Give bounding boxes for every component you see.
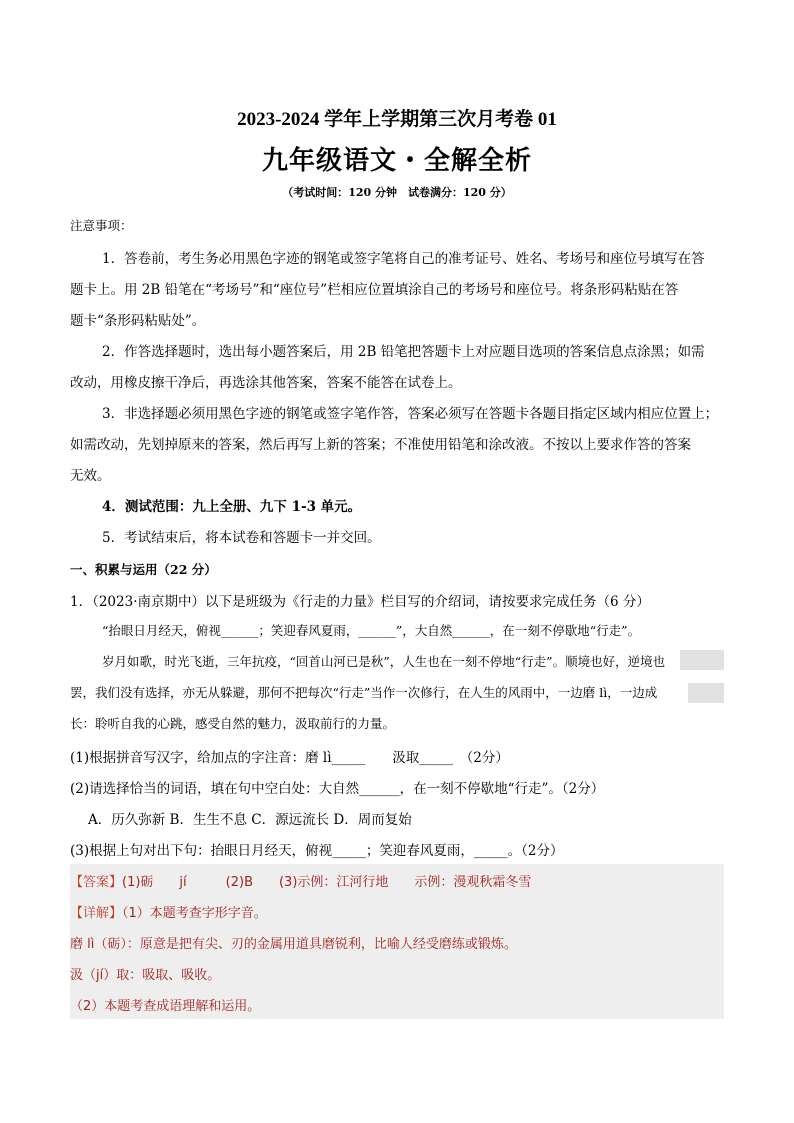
explanation-p2: 磨 lì（砺）：原意是把有尖、刃的金属用道具磨锐利，比喻人经受磨练或锻炼。 [70, 937, 517, 952]
passage-line-1: “抬眼日月经天，俯视______；笑迎春风夏雨，______”，大自然______，在一刻不停歇地“行走”。 [102, 623, 641, 638]
explanation-p1: （1）本题考查字形字音。 [122, 906, 267, 921]
exam-info: （考试时间：120 分钟 试卷满分：120 分） [282, 186, 512, 199]
passage-line-4: 长：聆听自我的心跳，感受自然的魅力，汲取前行的力量。 [70, 716, 396, 731]
section-1-heading: 一、积累与运用（22 分） [70, 562, 217, 577]
answer-text: (1)砺 jí (2)B (3)示例：江河行地 示例：漫观秋霜冬雪 [122, 875, 532, 890]
note-3-line-1: 3．非选择题必须用黑色字迹的钢笔或签字笔作答，答案必须写在答题卡各题目指定区域内相应位置上； [102, 406, 719, 422]
passage-line-2: 岁月如歌，时光飞逝，三年抗疫，“回首山河已是秋”，人生也在一刻不停地“行走”。顺境也好，逆境也 [102, 654, 666, 669]
note-4: 4．测试范围：九上全册、九下 1-3 单元。 [102, 499, 362, 515]
explanation-row [70, 895, 724, 926]
note-2-line-1: 2．作答选择题时，选出每小题答案后，用 2B 铅笔把答题卡上对应题目选项的答案信息点涂黑；如需 [102, 344, 705, 360]
note-5: 5．考试结束后，将本试卷和答题卡一并交回。 [102, 530, 381, 546]
explanation-row [70, 988, 724, 1019]
subquestion-2-options: A．历久弥新 B．生生不息 C．源远流长 D．周而复始 [88, 812, 412, 828]
notes-heading: 注意事项： [70, 218, 133, 233]
explanation-p4: （2）本题考查成语理解和运用。 [70, 999, 261, 1014]
explanation-label: 【详解】 [70, 906, 123, 921]
exam-title: 2023-2024 学年上学期第三次月考卷 01 [237, 109, 557, 130]
answer-row [70, 864, 724, 895]
explanation-row [70, 926, 724, 957]
subquestion-2: (2)请选择恰当的词语，填在句中空白处：大自然______，在一刻不停歇地“行走”。（2分） [70, 781, 605, 797]
question-1-stem: 1．（2023·南京期中）以下是班级为《行走的力量》栏目写的介绍词，请按要求完成任务（6 分） [70, 594, 650, 610]
note-3-line-2: 如需改动，先划掉原来的答案，然后再写上新的答案；不准使用铅笔和涂改液。不按以上要求作答的答案 [70, 437, 691, 453]
note-1-line-2: 题卡上。用 2B 铅笔在“考场号”和“座位号”栏相应位置填涂自己的考场号和座位号。将条形码粘贴在答 [70, 282, 679, 298]
answer-label: 【答案】 [70, 875, 123, 890]
note-1-line-1: 1．答卷前，考生务必用黑色字迹的钢笔或签字笔将自己的准考证号、姓名、考场号和座位号填写在答 [102, 251, 705, 267]
note-2-line-2: 改动，用橡皮擦干净后，再选涂其他答案，答案不能答在试卷上。 [70, 375, 462, 391]
subquestion-1: (1)根据拼音写汉字，给加点的字注音：磨 lì_____ 汲取_____ （2分） [70, 750, 509, 766]
scan-smudge [688, 683, 724, 703]
scan-smudge [680, 650, 724, 670]
explanation-row [70, 957, 724, 988]
explanation-p3: 汲（jí）取：吸取、吸收。 [70, 968, 221, 983]
subquestion-3: (3)根据上句对出下句：抬眼日月经天，俯视_____；笑迎春风夏雨，_____。（2分） [70, 843, 564, 859]
exam-subtitle: 九年级语文・全解全析 [261, 146, 532, 176]
passage-line-3: 罢，我们没有选择，亦无从躲避，那何不把每次“行走”当作一次修行，在人生的风雨中，一边磨 lì，一边成 [70, 685, 658, 700]
note-1-line-3: 题卡“条形码粘贴处”。 [70, 313, 206, 329]
note-3-line-3: 无效。 [70, 468, 111, 484]
